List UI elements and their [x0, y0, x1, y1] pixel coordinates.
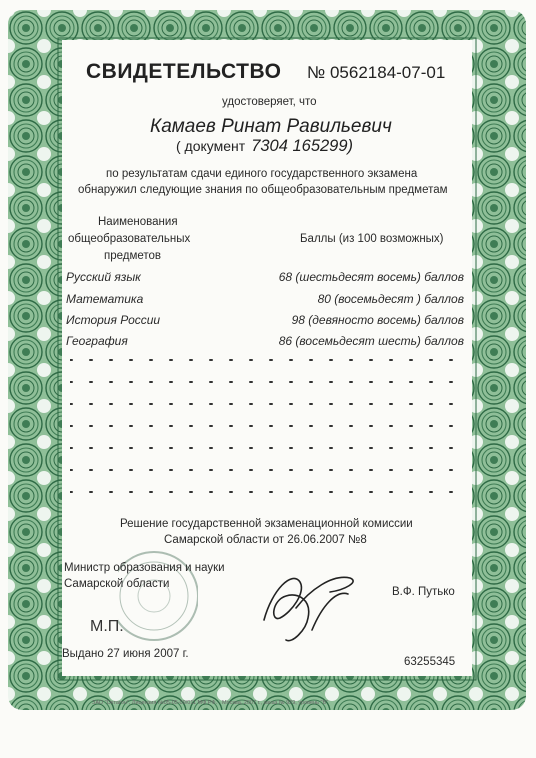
decision-line-1: Решение государственной экзаменационной комиссии [120, 518, 413, 530]
empty-row-dots [70, 488, 465, 496]
subject-name: История России [66, 313, 161, 327]
issue-date: Выдано 27 июня 2007 г. [62, 648, 189, 660]
signatory-position-line-2: Самарской области [64, 578, 170, 590]
document-line [176, 137, 353, 156]
intro-line-2: обнаружил следующие знания по общеобразовательным предметам [78, 184, 448, 196]
subject-name: Русский язык [66, 270, 141, 284]
empty-row-dots [70, 466, 465, 474]
empty-row-dots [70, 444, 465, 452]
stamp-placeholder-label: М.П. [90, 618, 124, 635]
certificate-number: № 0562184-07-01 [307, 63, 446, 82]
empty-row-dots [70, 422, 465, 430]
document-number: 7304 165299) [251, 137, 354, 155]
signatory-name: В.Ф. Путько [392, 586, 455, 598]
subject-score: 68 (шестьдесят восемь) баллов [278, 270, 464, 284]
subject-score: 98 (девяносто восемь) баллов [291, 313, 464, 327]
serial-number: 63255345 [404, 656, 456, 668]
header-subject-line-1: Наименования [98, 216, 178, 228]
empty-row-dots [70, 378, 465, 386]
header-subject-line-3: предметов [104, 250, 162, 262]
signatory-position-line-1: Министр образования и науки [64, 562, 225, 574]
document-label: ( документ [176, 138, 246, 154]
decision-line-2: Самарской области от 26.06.2007 №8 [164, 534, 367, 546]
subject-name: Математика [66, 292, 144, 306]
empty-row-dots [70, 400, 465, 408]
certifies-text: удостоверяет, что [222, 96, 317, 108]
empty-row-dots [70, 356, 465, 364]
header-score: Баллы (из 100 возможных) [300, 233, 444, 245]
certificate-title: СВИДЕТЕЛЬСТВО [86, 60, 282, 83]
subject-score: 86 (восемьдесят шесть) баллов [278, 334, 464, 348]
subject-score: 80 (восемьдесят ) баллов [317, 292, 464, 306]
intro-line-1: по результатам сдачи единого государственного экзамена [106, 168, 418, 180]
header-subject-line-2: общеобразовательных [68, 233, 191, 245]
holder-name: Камаев Ринат Равильевич [150, 116, 392, 137]
handwritten-signature [252, 560, 372, 650]
subject-name: География [66, 334, 128, 348]
printer-imprint: ЗАО "Октагон", Лицензия №05-05-09/011 МФ РФ. - Москва, 2007 г., заказ № 929, уровень "В" [92, 700, 329, 706]
